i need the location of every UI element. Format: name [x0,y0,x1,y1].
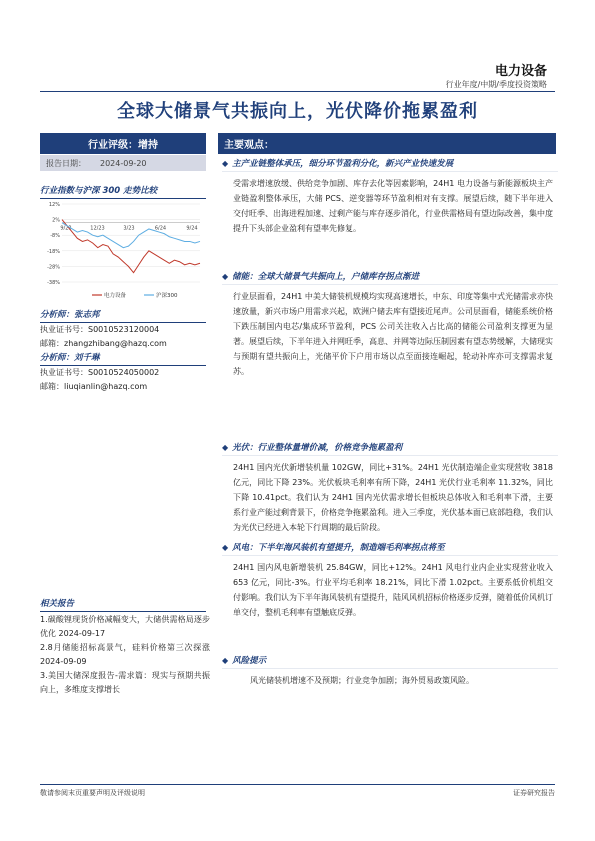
legend-label: 沪深300 [156,293,178,299]
section-heading-pv: ◆ 光伏：行业整体量增价减，价格竞争拖累盈利 [222,441,558,456]
chart-heading: 行业指数与沪深 300 走势比较 [40,184,206,199]
related-report-item[interactable]: 2.8月储能招标高景气，硅料价格第三次探涨 2024-09-09 [40,643,210,666]
email-link[interactable]: liuqianlin@hazq.com [64,382,148,391]
diamond-bullet-icon: ◆ [222,272,229,281]
analyst-heading-2: 分析师：刘千琳 [40,351,206,366]
report-date-row [40,155,206,171]
related-report-item[interactable]: 1.碳酸锂现货价格减幅变大，大储供需格局逐步优化 2024-09-17 [40,615,210,638]
y-tick-label: -38% [47,280,60,286]
x-tick-label: 9/24 [186,225,198,232]
header-divider [40,91,555,92]
index-comparison-chart [40,200,206,302]
section-heading-wind: ◆ 风电：下半年海风装机有望提升，制造端毛利率拐点将至 [222,541,558,556]
x-tick-label: 6/24 [154,225,167,232]
diamond-bullet-icon: ◆ [222,159,229,168]
report-subtype: 行业年度/中期/季度投资策略 [445,80,547,89]
legend-label: 电力设备 [104,293,127,299]
related-report-item[interactable]: 3.美国大储深度报告-需求篇：现实与预期共振向上，多维度支撑增长 [40,671,210,694]
y-tick-label: -28% [47,264,60,271]
y-tick-label: -8% [50,233,60,240]
section-body-pv: 24H1 国内光伏新增装机量 102GW，同比+31%。24H1 光伏制造端企业实现营收 3818 亿元，同比下降 23%。光伏板块毛利率有所下降，24H1 光伏行业毛利率 11.32%，同比下降 10.41pct。我们认为 24H1 国内光伏需求增长但板块总体收入和毛利率下滑，主要系行业产能过剩背景下，价格竞争拖累盈利。进入三季度，光伏基本面已底部趋稳，我们认为光伏已经进入本轮下行周期的最后阶段。 [233,463,553,532]
section-heading-risk: ◆ 风险提示 [222,654,558,669]
analyst-1-cert-line [40,324,210,335]
x-tick-label: 12/23 [90,225,105,232]
analyst-1-email-line [40,338,210,349]
report-date-label: 报告日期： [46,158,86,168]
diamond-bullet-icon: ◆ [222,656,229,665]
y-tick-label: 2% [52,217,60,224]
analyst-heading-1: 分析师：张志邦 [40,308,206,323]
cert-number: S0010524050002 [88,368,160,377]
industry-rating-bar: 行业评级：增持 [40,133,206,154]
section-body-industry: 受需求增速放缓、供给竞争加剧、库存去化等因素影响，24H1 电力设备与新能源板块主产业链盈利整体承压，大储 PCS、逆变器等环节盈利相对有支撑。展望后续，随下半年进入交付旺季、出海进程加速、过剩产能与库存逐步消化，行业供需格局有望边际改善，集中度提升下头部企业盈利有望率先修复。 [233,179,553,233]
section-body-wind: 24H1 国内风电新增装机 25.84GW，同比+12%。24H1 风电行业内企业实现营业收入 653 亿元，同比-3%。行业平均毛利率 18.21%，同比下滑 1.02pct。主要系低价机组交付影响。我们认为下半年海风装机有望提升，陆风风机招标价格逐步反弹，随着低价风机订单交付，整机毛利率有望触底反弹。 [233,563,553,617]
diamond-bullet-icon: ◆ [222,443,229,452]
y-tick-label: 12% [48,202,60,208]
diamond-bullet-icon: ◆ [222,543,229,552]
report-date-value: 2024-09-20 [100,158,147,168]
analyst-2-cert-line [40,367,210,378]
related-reports-list [40,613,210,697]
section-body-storage: 行业层面看，24H1 中美大储装机规模均实现高速增长，中东、印度等集中式光储需求亦快速放量，新兴市场户用需求兴起，欧洲户储去库有望接近尾声。公司层面看，储能系统价格下跌压制国内电芯/集成环节盈利，PCS 公司关注收入占比高的储能公司盈利支撑更为显著。展望后续，下半年进入并网旺季，高息、并网等边际压制因素有望态势缓解，大储现实与预期有望共振向上，光储平价下户用市场以点至面接连崛起，轮动补库亦可支撑需求复苏。 [233,292,553,376]
industry-brand: 电力设备 [494,64,547,79]
cert-label: 执业证书号： [40,368,88,377]
page-title: 全球大储景气共振向上，光伏降价拖累盈利 [117,101,478,122]
email-label: 邮箱： [40,339,64,348]
analyst-2-email-line [40,381,210,392]
cert-label: 执业证书号： [40,325,88,334]
email-label: 邮箱： [40,382,64,391]
x-tick-label: 9/23 [60,225,72,232]
chart-svg [40,200,206,302]
email-link[interactable]: zhangzhibang@hazq.com [64,339,167,348]
cert-number: S0010523120004 [88,325,160,334]
x-tick-label: 3/23 [123,225,135,232]
footer-disclaimer: 敬请参阅末页重要声明及评级说明 [40,789,145,797]
key-points-bar: 主要观点： [218,133,556,154]
related-reports-heading: 相关报告 [40,597,206,612]
y-tick-label: -18% [47,248,60,255]
footer-divider [40,784,555,785]
section-body-risk: 风光储装机增速不及预期；行业竞争加剧；海外贸易政策风险。 [250,676,474,685]
section-heading-industry: ◆ 主产业链整体承压，细分环节盈利分化，新兴产业快速发展 [222,157,558,172]
footer-label: 证券研究报告 [513,789,555,797]
section-heading-storage: ◆ 储能：全球大储景气共振向上，户储库存拐点渐进 [222,270,558,285]
